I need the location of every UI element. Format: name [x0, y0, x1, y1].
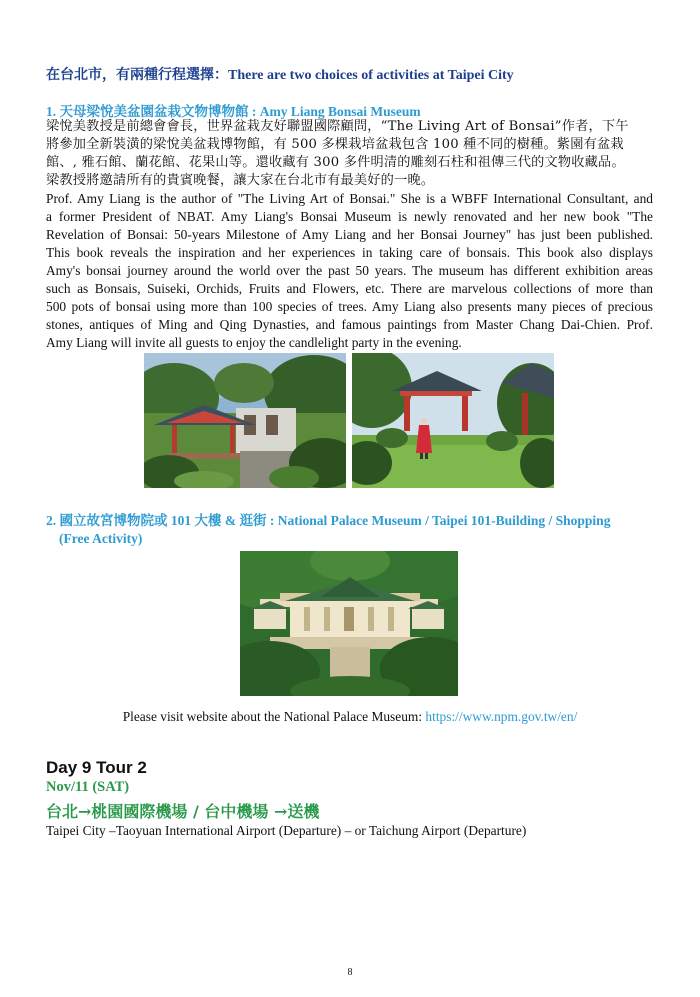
- free-activity-label: (Free Activity): [59, 531, 143, 546]
- zh-paragraph-line: 梁悅美教授是前總會會長，世界盆栽友好聯盟國際顧問，“The Living Art of Bonsai”作者，下午: [46, 119, 629, 134]
- zh-paragraph-line: 梁教授將邀請所有的貴賓晚餐，讓大家在台北市有最美好的一晚。: [46, 173, 435, 188]
- day-route-chinese: 台北→桃園國際機場 / 台中機場 →送機: [46, 802, 320, 821]
- page-number: 8: [347, 967, 353, 978]
- en-paragraph-line: Amy Liang will invite all guests to enjoy the candlelight party in the evening.: [46, 335, 462, 350]
- visit-website-text: Please visit website about the National Palace Museum:: [122, 709, 426, 724]
- bonsai-garden-photo-2: [352, 353, 554, 488]
- choices-heading: 在台北市，有兩種行程選擇：There are two choices of activities at Taipei City: [46, 68, 514, 83]
- npm-website-link[interactable]: https://www.npm.gov.tw/en/: [425, 709, 578, 724]
- palace-museum-heading-line1: 2. 國立故宮博物院或 101 大樓 & 逛街 : National Palace Museum / Taipei 101-Building / Shopping: [46, 513, 611, 528]
- visit-website-line: [0, 709, 700, 725]
- day-date: Nov/11 (SAT): [46, 779, 130, 795]
- national-palace-museum-photo: [240, 551, 458, 696]
- palace-museum-heading: [46, 512, 666, 548]
- en-paragraph-line: stones, antiques of Ming and Qing Dynasties, and famous paintings from Master Chang Dai-Chien. Prof.: [46, 317, 653, 332]
- bonsai-garden-photo-1: [144, 353, 346, 488]
- bonsai-museum-heading: 1. 天母梁悅美盆園盆栽文物博物館 : Amy Liang Bonsai Museum: [46, 104, 421, 119]
- en-paragraph-line: such as Bonsais, Suiseki, Orchids, Fruits and Flowers, etc. There are marvelous collections of more than: [46, 281, 653, 296]
- zh-paragraph-line: 館、, 雅石館、蘭花館、花果山等。還收藏有 300 多件明清的雕刻石柱和祖傳三代的文物收藏品。: [46, 155, 625, 170]
- day-route-english: Taipei City –Taoyuan International Airport (Departure) – or Taichung Airport (Departure): [46, 823, 527, 838]
- en-paragraph-line: 500 pots of bonsai using more than 100 species of trees. Amy Liang also presents many pieces of precious: [46, 299, 653, 314]
- zh-paragraph-line: 將參加全新裝潢的梁悅美盆栽博物館，有 500 多棵栽培盆栽包含 100 種不同的樹種。紫園有盆栽: [46, 137, 624, 152]
- day-title: Day 9 Tour 2: [46, 758, 147, 777]
- en-paragraph-line: Revelation of Bonsai: 50-years Milestone of Amy Liang and her Bonsai Journey" has just been published.: [46, 227, 653, 242]
- en-paragraph-line: This book reveals the inspiration and her experiences in taking care of bonsais. This book also displays: [46, 245, 653, 260]
- en-paragraph-line: Amy's bonsai journey around the world over the past 50 years. The museum has different exhibition areas: [46, 263, 653, 278]
- en-paragraph-line: Prof. Amy Liang is the author of "The Living Art of Bonsai." She is a WBFF International Consultant, and: [46, 191, 653, 206]
- en-paragraph-line: a former President of NBAT. Amy Liang's Bonsai Museum is newly renovated and her new book "The: [46, 209, 653, 224]
